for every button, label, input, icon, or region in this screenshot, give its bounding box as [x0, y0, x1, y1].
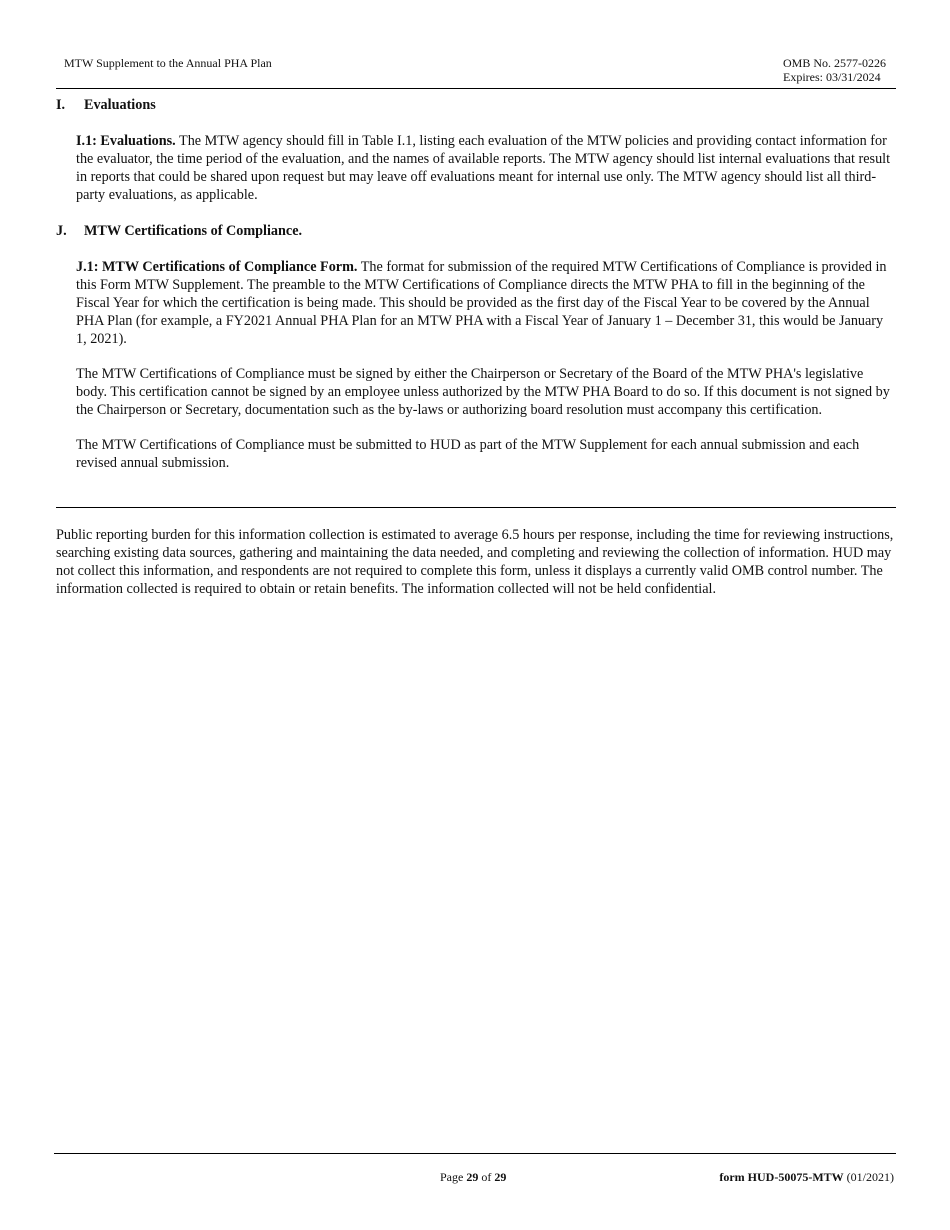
footer-divider	[54, 1153, 896, 1154]
i1-label: I.1: Evaluations.	[76, 133, 176, 149]
paragraph-i1: I.1: Evaluations. The MTW agency should fill in Table I.1, listing each evaluation of the MTW policies and providing contact information for the evaluator, the time period of the evaluation, and the names of available reports. The MTW agency should list internal evaluations that result in reports that could be shared upon request but may leave off evaluations meant for internal use only. The MTW agency should list all third-party evaluations, as applicable.	[76, 133, 891, 203]
j1-label: J.1: MTW Certifications of Compliance Form.	[76, 259, 358, 275]
omb-number: OMB No. 2577-0226	[782, 56, 886, 70]
form-identifier: form HUD-50075-MTW (01/2021)	[719, 1170, 894, 1184]
section-i-heading: I. Evaluations	[56, 97, 156, 113]
section-j-heading: J. MTW Certifications of Compliance.	[56, 223, 303, 239]
page-number: Page 29 of 29	[440, 1170, 507, 1184]
header-omb-block	[783, 56, 886, 84]
expiration-date: Expires: 03/31/2024	[782, 70, 881, 84]
burden-statement: Public reporting burden for this information collection is estimated to average 6.5 hours per response, including the time for reviewing instructions, searching existing data sources, gathering and maintaining the data needed, and completing and reviewing the collection of information. HUD may not collect this information, and respondents are not required to complete this form, unless it displays a currently valid OMB control number. The information collected is required to obtain or retain benefits. The information collected will not be held confidential.	[56, 527, 894, 597]
header-divider	[56, 88, 896, 89]
paragraph-j1-signature: The MTW Certifications of Compliance must be signed by either the Chairperson or Secretary of the Board of the MTW PHA's legislative body. This certification cannot be signed by an employee unless authorized by the MTW PHA Board to do so. If this document is not signed by the Chairperson or Secretary, documentation such as the by-laws or authorizing board resolution must accompany this certification.	[76, 366, 890, 418]
paragraph-j1: J.1: MTW Certifications of Compliance Form. The format for submission of the required MTW Certifications of Compliance is provided in this Form MTW Supplement. The preamble to the MTW Certifications of Compliance directs the MTW PHA to fill in the beginning of the Fiscal Year for which the certification is being made. This should be provided as the first day of the Fiscal Year to be covered by the Annual PHA Plan (for example, a FY2021 Annual PHA Plan for an MTW PHA with a Fiscal Year of January 1 – December 31, this would be January 1, 2021).	[76, 259, 887, 347]
document-body	[56, 96, 894, 597]
section-divider	[56, 507, 896, 508]
paragraph-j1-submission: The MTW Certifications of Compliance must be submitted to HUD as part of the MTW Supplement for each annual submission and each revised annual submission.	[76, 437, 860, 471]
header-title: MTW Supplement to the Annual PHA Plan	[64, 56, 272, 70]
